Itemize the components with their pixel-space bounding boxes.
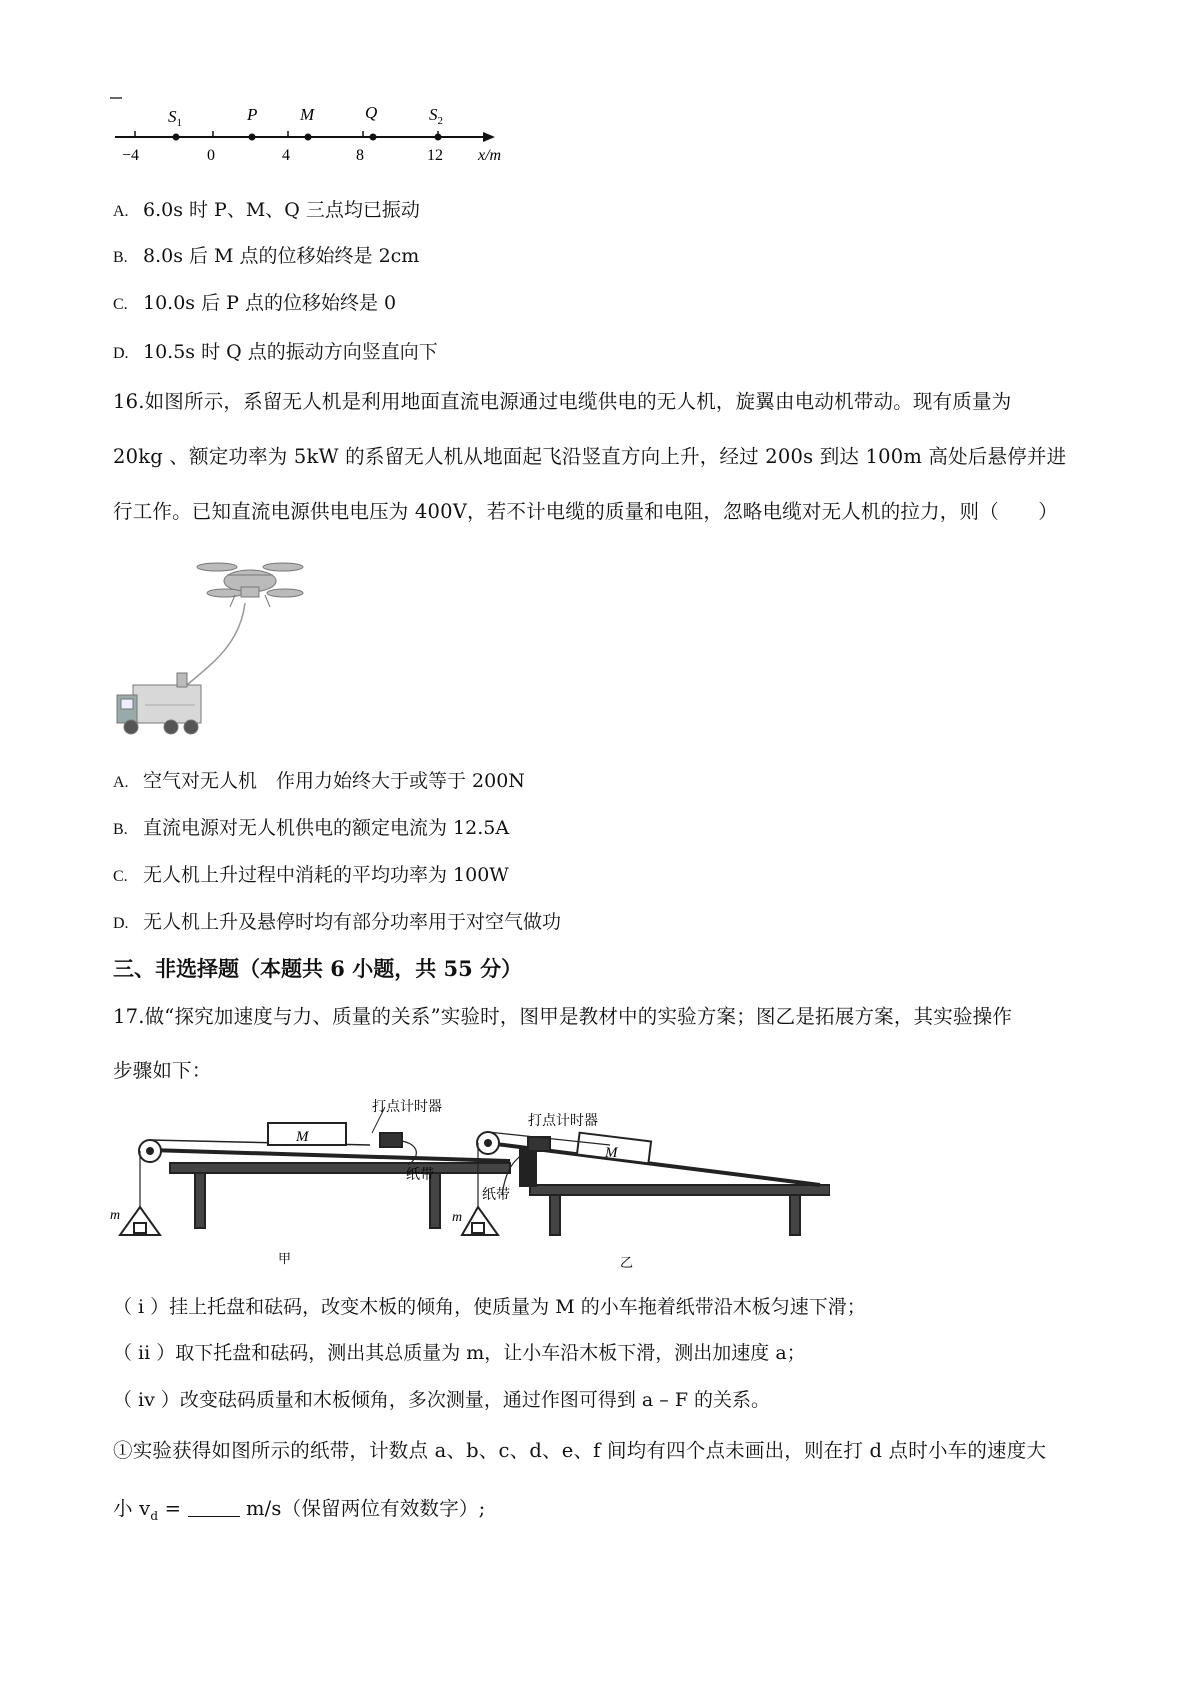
q17-sub1-line2: 小 $v_d = m/s$（保留两位有效数字）; (113, 1497, 486, 1523)
cart-label-yi: M (605, 1145, 618, 1161)
cart-label-jia: M (296, 1129, 309, 1145)
q15-option-d: D. 10.5s 时 Q 点的振动方向竖直向下 (113, 341, 438, 363)
tick-label: 12 (427, 147, 443, 164)
caption-yi: 乙 (620, 1255, 634, 1270)
point-label-s1: $S_1$ (168, 107, 182, 129)
x-axis-arrow (483, 132, 495, 142)
q15-option-c: C. 10.0s 后 P 点的位移始终是 0 (113, 292, 397, 314)
q17-stem-line1: 17.做“探究加速度与力、质量的关系”实验时，图甲是教材中的实验方案；图乙是拓展方案，其实验操作 (113, 1005, 1013, 1028)
timer-label-jia: 打点计时器 (372, 1100, 442, 1115)
power-cable (187, 603, 245, 685)
caption-jia: 甲 (278, 1251, 292, 1266)
q17-stem-line2: 步骤如下： (113, 1059, 212, 1082)
point-label-q: Q (365, 103, 378, 122)
mass-label-yi: m (452, 1210, 463, 1225)
q16-option-a: A. 空气对无人机 作用力始终大于或等于 200N (113, 770, 525, 792)
q16-stem-line2: 20kg 、额定功率为 5kW 的系留无人机从地面起飞沿竖直方向上升，经过 200s 到达 100m 高处后悬停并进 (113, 445, 1067, 468)
point-label-m: M (300, 105, 315, 124)
point-s2 (435, 134, 442, 141)
mass-label-jia: m (110, 1208, 121, 1223)
q16-option-c: C. 无人机上升过程中消耗的平均功率为 100W (113, 864, 509, 886)
q15-option-a: A. 6.0s 时 P、M、Q 三点均已振动 (113, 199, 420, 221)
q16-stem-line1: 16.如图所示，系留无人机是利用地面直流电源通过电缆供电的无人机，旋翼由电动机带动。现有质量为 (113, 390, 1012, 413)
tape-label-jia: 纸带 (406, 1168, 434, 1183)
section-heading: 三、非选择题（本题共 6 小题，共 55 分） (113, 956, 523, 981)
axis-unit-label: x/m (478, 147, 502, 164)
q17-step-2: （ ii ）取下托盘和砝码，测出其总质量为 m，让小车沿木板下滑，测出加速度 a； (113, 1342, 806, 1364)
setup-yi (462, 1132, 830, 1235)
timer-icon (380, 1133, 402, 1147)
point-label-s2: $S_2$ (429, 105, 443, 127)
point-s1 (173, 134, 180, 141)
tick-label: 4 (282, 147, 290, 164)
table-top (170, 1163, 510, 1173)
tape-label-yi: 纸带 (482, 1188, 510, 1203)
tick-label: 8 (356, 147, 364, 164)
answer-blank[interactable] (188, 1498, 240, 1517)
point-p (249, 134, 256, 141)
q17-step-4: （ iv ）改变砝码质量和木板倾角，多次测量，通过作图可得到 a – F 的关系。 (113, 1389, 771, 1411)
drone-truck-illustration (115, 545, 355, 745)
q16-option-b: B. 直流电源对无人机供电的额定电流为 12.5A (113, 817, 510, 839)
experiment-figure (110, 1095, 830, 1270)
q16-stem-line3: 行工作。已知直流电源供电电压为 400V，若不计电缆的质量和电阻，忽略电缆对无人机的拉力，则（ ） (113, 500, 1059, 523)
truck-icon (117, 673, 201, 734)
q16-option-d: D. 无人机上升及悬停时均有部分功率用于对空气做功 (113, 911, 562, 933)
timer-label-yi: 打点计时器 (528, 1114, 598, 1129)
point-m (305, 134, 312, 141)
q15-option-b: B. 8.0s 后 M 点的位移始终是 2cm (113, 245, 420, 267)
tick-label: 0 (207, 147, 215, 164)
q17-step-1: （ i ）挂上托盘和砝码，改变木板的倾角，使质量为 M 的小车拖着纸带沿木板匀速下滑； (113, 1296, 866, 1318)
drone-icon (197, 563, 303, 607)
point-label-p: P (247, 105, 258, 124)
timer-icon (528, 1137, 550, 1151)
point-q (370, 134, 377, 141)
number-line-figure (100, 88, 530, 168)
q17-sub1-line1: ①实验获得如图所示的纸带，计数点 a、b、c、d、e、f 间均有四个点未画出，则在打 d 点时小车的速度大 (113, 1439, 1047, 1462)
tick-label: −4 (122, 147, 140, 164)
